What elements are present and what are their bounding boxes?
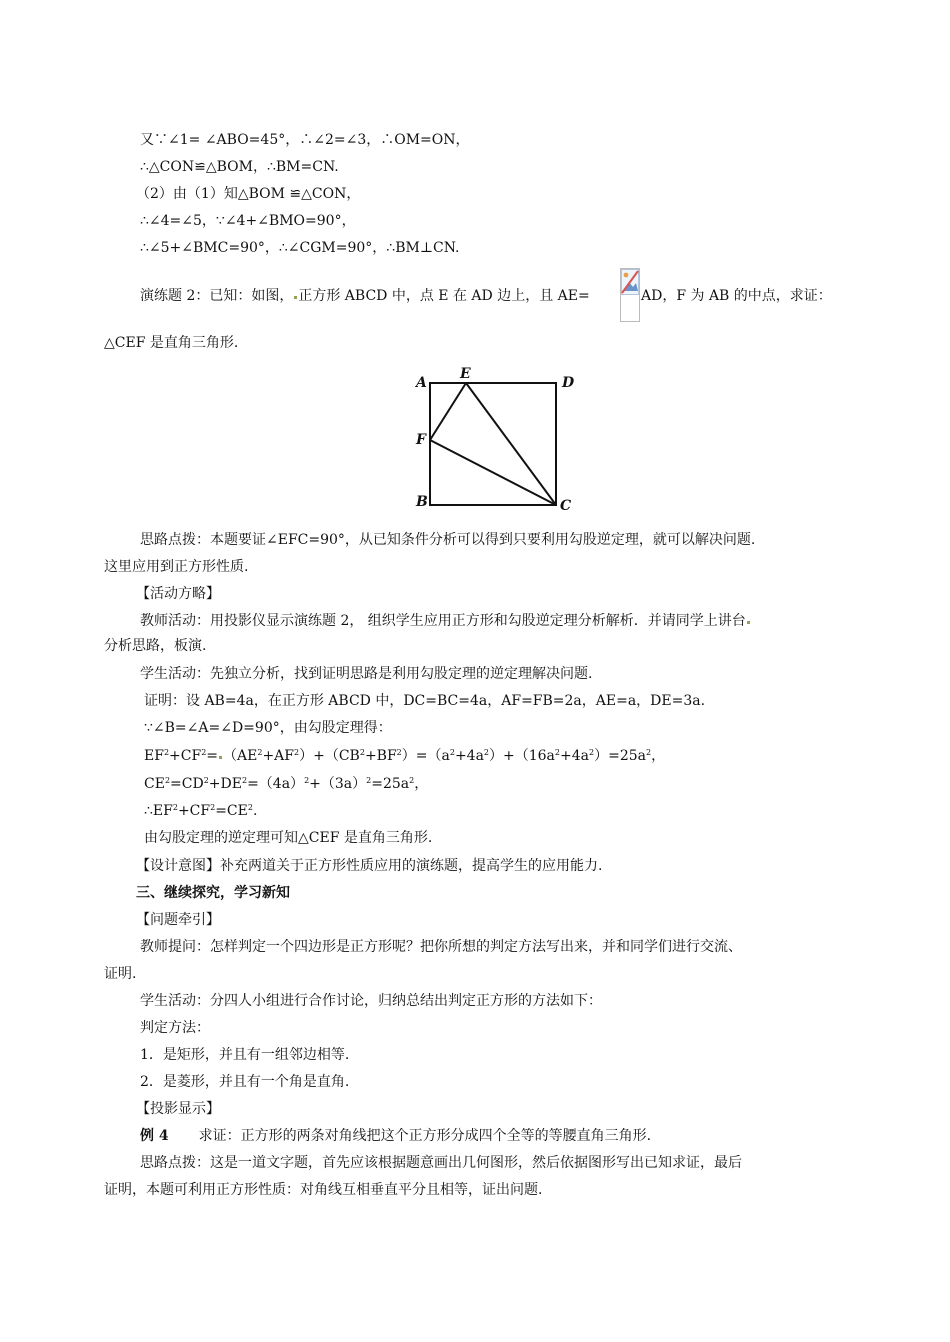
example-4 [140, 1126, 651, 1146]
label-a: A [416, 375, 427, 391]
section-heading: 【活动方略】 [136, 586, 220, 602]
design-intent: 【设计意图】补充两道关于正方形性质应用的演练题，提高学生的应用能力. [136, 858, 603, 874]
label-b: B [416, 494, 428, 510]
conclusion: 由勾股定理的逆定理可知△CEF 是直角三角形. [144, 830, 433, 846]
anchor-mark [747, 621, 750, 624]
teacher-question-cont: 证明. [104, 966, 137, 982]
hint-text: 证明，本题可利用正方形性质：对角线互相垂直平分且相等，证出问题. [104, 1182, 543, 1198]
square-figure [410, 362, 580, 516]
label-e: E [460, 366, 471, 382]
student-activity: 学生活动：先独立分析，找到证明思路是利用勾股定理的逆定理解决问题. [140, 666, 593, 682]
text-line: ∴△CON≌△BOM，∴BM=CN. [140, 159, 339, 175]
exercise-2-text-cont: AD，F 为 AB 的中点，求证： [641, 288, 832, 304]
fraction-image-placeholder [620, 268, 640, 322]
method-item: 1．是矩形，并且有一组邻边相等. [140, 1047, 350, 1063]
equation-1: $EF^2+CF^2= (AE^2+AF^2)+(CB^2+BF^2)=(a^2+4a^2)+(16a^2+4a^2)=25a^2$， [144, 748, 666, 764]
proof-line: ∵∠B=∠A=∠D=90°，由勾股定理得： [144, 720, 392, 736]
hint-text: 这里应用到正方形性质. [104, 559, 249, 575]
exercise-2-text-cont: △CEF 是直角三角形. [104, 335, 239, 351]
text-line: ∴∠5+∠BMC=90°，∴∠CGM=90°，∴BM⊥CN. [140, 240, 460, 256]
teacher-activity [140, 611, 751, 631]
question-heading: 【问题牵引】 [136, 912, 220, 928]
projection-heading: 【投影显示】 [136, 1101, 220, 1117]
text-line: 又∵∠1= ∠ABO=45°，∴∠2=∠3，∴OM=ON， [140, 132, 470, 148]
exercise-2-statement [140, 286, 590, 306]
text-line: （2）由（1）知△BOM ≌△CON， [136, 186, 361, 202]
exercise-2-label: 演练题 2：已知：如图， [140, 288, 294, 304]
proof-line: 证明：设 AB=4a，在正方形 ABCD 中，DC=BC=4a，AF=FB=2a，AE=a，DE=3a. [144, 693, 706, 709]
example-4-text: 求证：正方形的两条对角线把这个正方形分成四个全等的等腰直角三角形. [198, 1128, 652, 1144]
method-item: 2．是菱形，并且有一个角是直角. [140, 1074, 350, 1090]
student-activity: 学生活动：分四人小组进行合作讨论，归纳总结出判定正方形的方法如下： [140, 993, 602, 1009]
broken-image-icon [621, 269, 639, 295]
label-f: F [416, 432, 426, 448]
anchor-mark [294, 296, 297, 299]
teacher-activity-cont: 分析思路，板演. [104, 638, 207, 654]
hint-text: 思路点拨：本题要证∠EFC=90°，从已知条件分析可以得到只要利用勾股逆定理，就可以解决问题. [140, 532, 756, 548]
teacher-activity-text: 教师活动：用投影仪显示演练题 2， 组织学生应用正方形和勾股逆定理分析解析．并请同学上讲台 [140, 613, 746, 629]
label-c: C [560, 498, 572, 512]
exercise-2-text: 正方形 ABCD 中，点 E 在 AD 边上，且 AE= [298, 288, 590, 304]
example-4-label: 例 4 [140, 1128, 169, 1144]
equation-3: $\therefore EF^2+CF^2=CE^2$. [144, 803, 258, 819]
equation-2: $CE^2=CD^2+DE^2=(4a)^2+(3a)^2=25a^2$， [144, 776, 429, 792]
hint-text: 思路点拨：这是一道文字题，首先应该根据题意画出几何图形，然后依据图形写出已知求证，最后 [140, 1155, 742, 1171]
label-d: D [562, 375, 575, 391]
text-line: ∴∠4=∠5，∵∠4+∠BMO=90°， [140, 213, 356, 229]
teacher-question: 教师提问：怎样判定一个四边形是正方形呢？把你所想的判定方法写出来，并和同学们进行交流、 [140, 939, 742, 955]
anchor-mark [219, 756, 222, 759]
section-3-heading: 三、继续探究，学习新知 [136, 885, 290, 901]
method-heading: 判定方法： [140, 1020, 210, 1036]
